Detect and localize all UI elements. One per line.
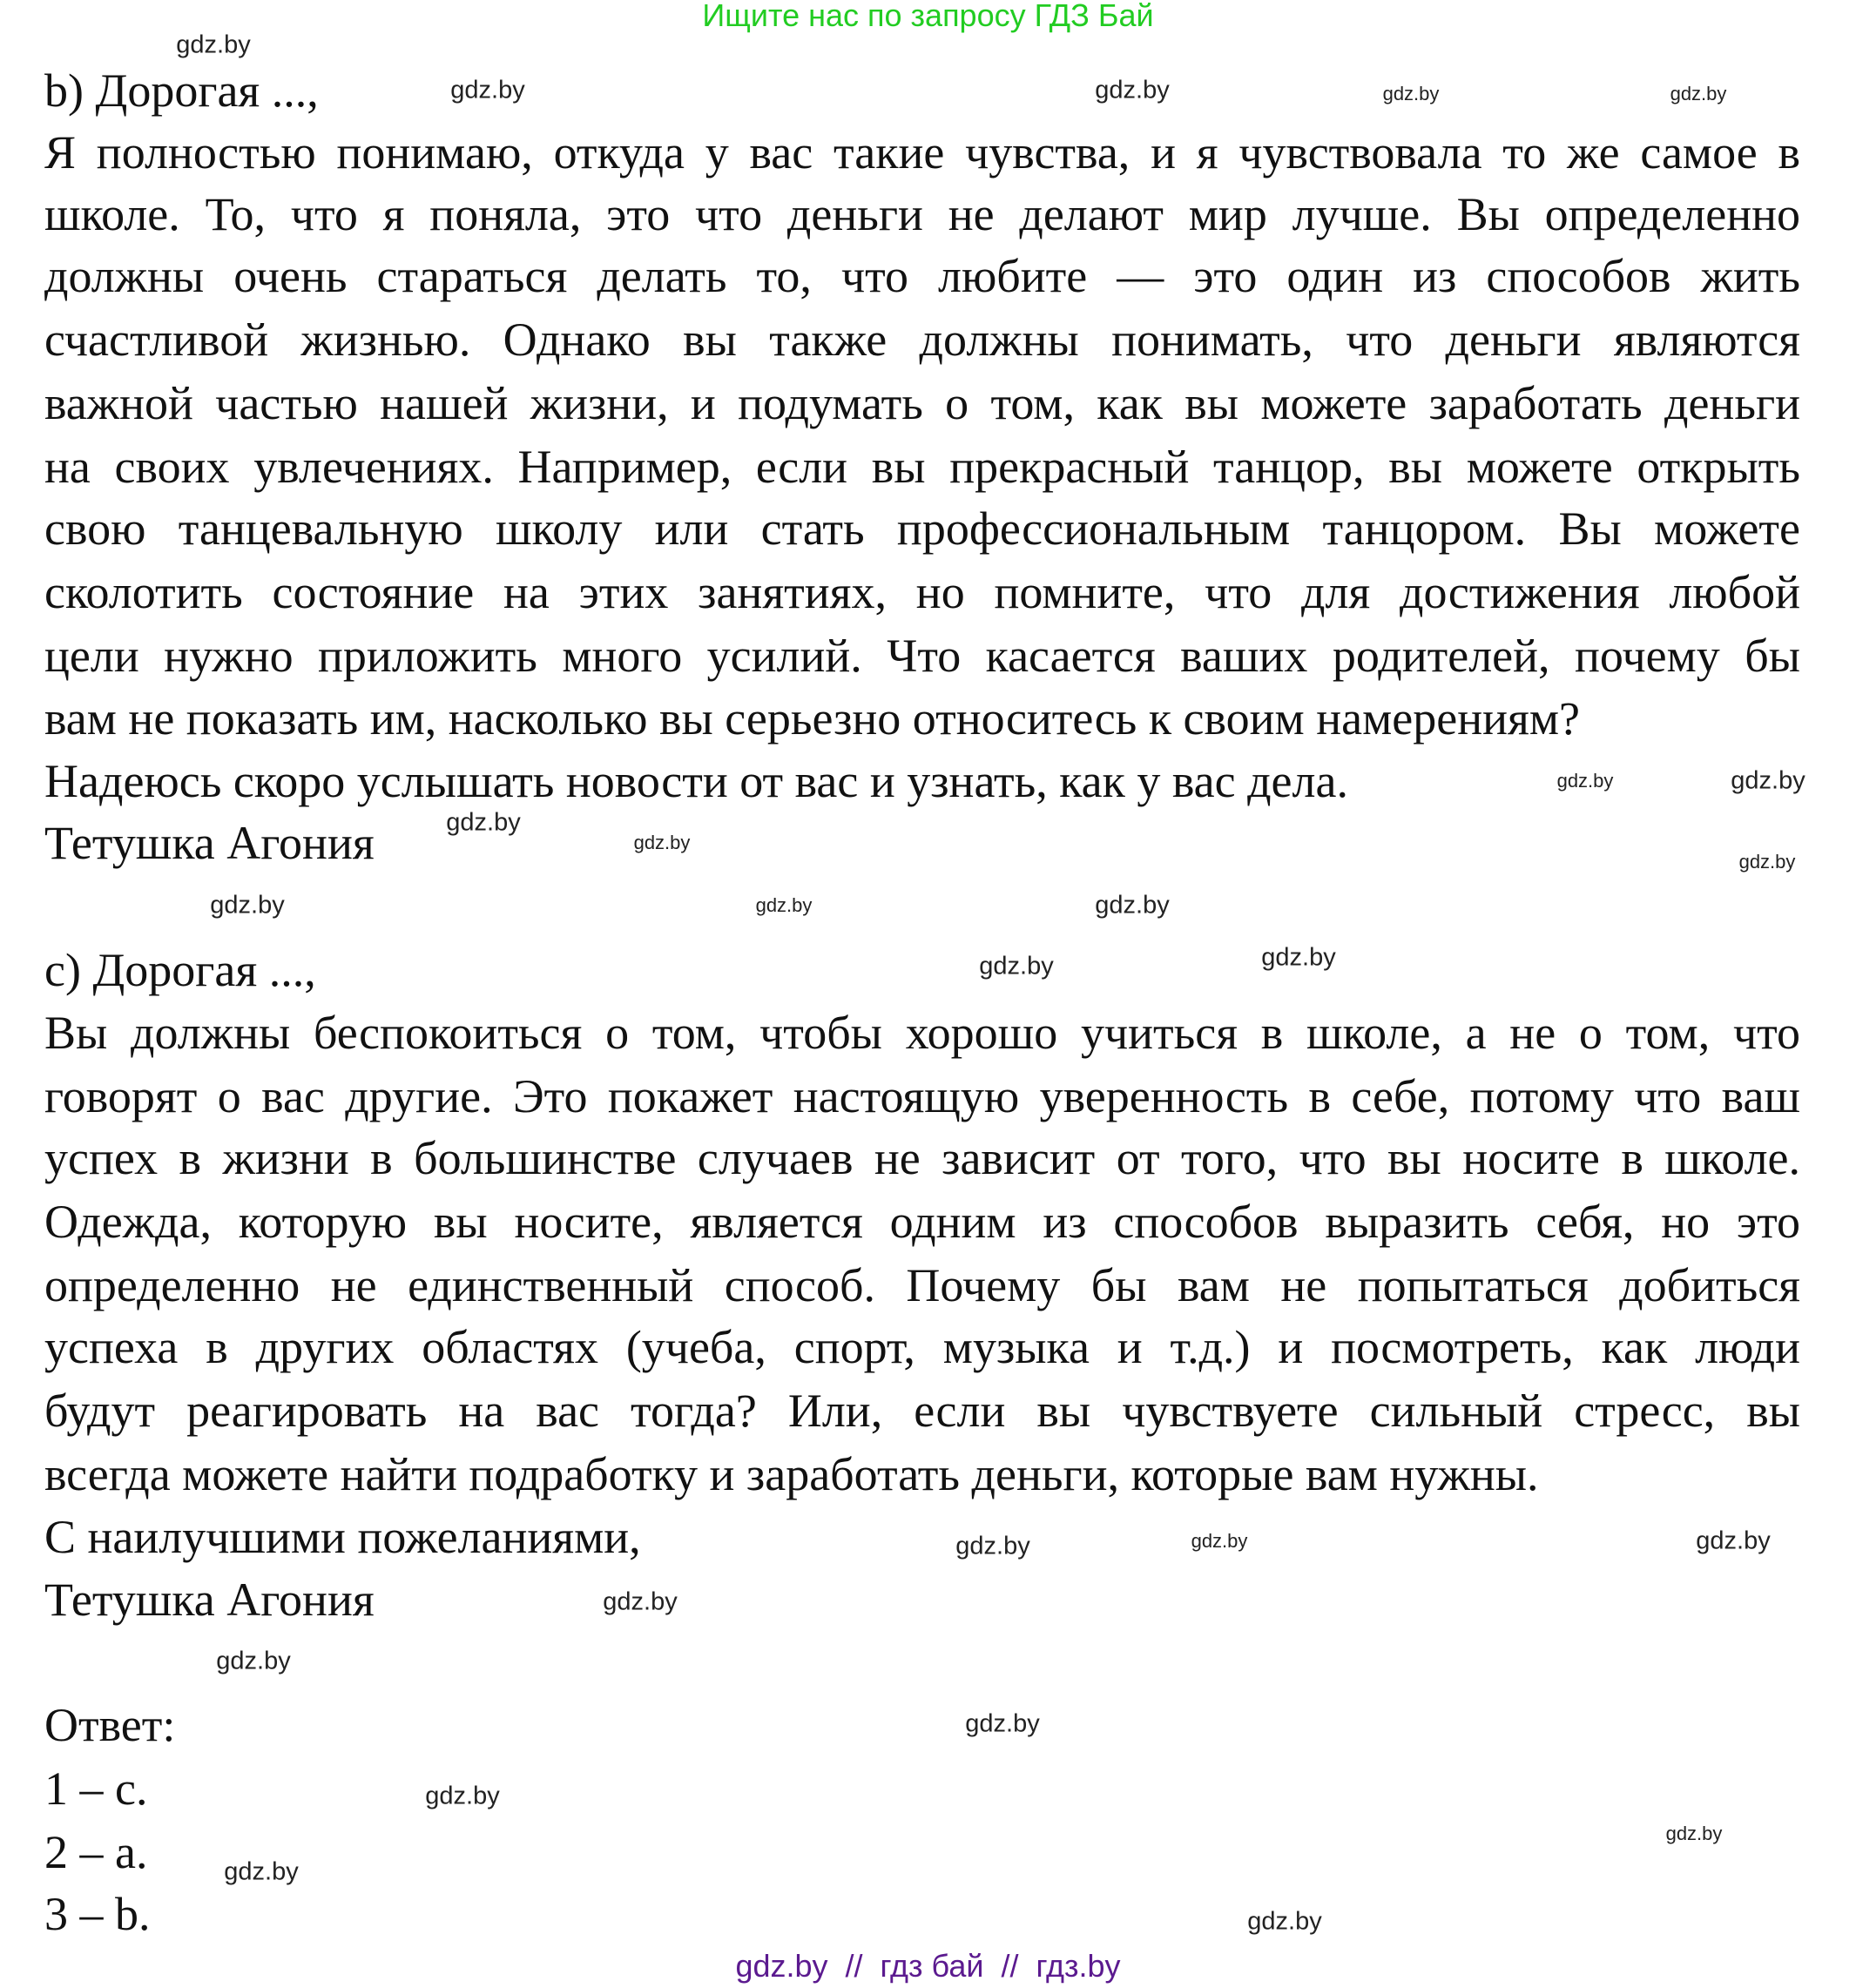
letter-b-greeting: b) Дорогая ..., [44, 64, 319, 117]
watermark: gdz.by [1556, 770, 1614, 792]
watermark: gdz.by [955, 1532, 1030, 1560]
letter-c-line: определенно не единственный способ. Почему бы вам не попытаться добиться [44, 1259, 1800, 1311]
watermark: gdz.by [450, 76, 525, 104]
watermark: gdz.by [603, 1587, 678, 1616]
watermark: gdz.by [979, 952, 1054, 981]
watermark: gdz.by [1665, 1823, 1723, 1844]
letter-c-line: говорят о вас другие. Это покажет настоящую уверенность в себе, потому что ваш [44, 1070, 1800, 1122]
letter-b-line: Я полностью понимаю, откуда у вас такие чувства, и я чувствовала то же самое в [44, 126, 1800, 179]
watermark: gdz.by [446, 808, 521, 837]
watermark: gdz.by [1247, 1907, 1322, 1936]
watermark: gdz.by [224, 1857, 299, 1886]
watermark: gdz.by [1696, 1526, 1771, 1555]
watermark: gdz.by [1261, 943, 1336, 972]
watermark: gdz.by [425, 1782, 500, 1810]
letter-c-line: успех в жизни в большинстве случаев не зависит от того, что вы носите в школе. [44, 1132, 1800, 1184]
watermark: gdz.by [1738, 851, 1796, 873]
watermark: gdz.by [216, 1647, 291, 1675]
letter-b-line: школе. То, что я поняла, это что деньги не делают мир лучше. Вы определенно [44, 188, 1800, 240]
search-banner: Ищите нас по запросу ГДЗ Бай [702, 0, 1154, 33]
answer-item: 2 – a. [44, 1826, 148, 1878]
letter-b-line: вам не показать им, насколько вы серьезно относитесь к своим намерениям? [44, 692, 1580, 745]
letter-b-signature: Тетушка Агония [44, 817, 375, 869]
answer-item: 1 – c. [44, 1762, 148, 1815]
watermark: gdz.by [1382, 83, 1440, 104]
watermark: gdz.by [1731, 766, 1805, 795]
letter-c-greeting: c) Дорогая ..., [44, 944, 316, 996]
letter-c-line: всегда можете найти подработку и заработать деньги, которые вам нужны. [44, 1448, 1539, 1500]
letter-c-line: Вы должны беспокоиться о том, чтобы хорошо учиться в школе, а не о том, что [44, 1007, 1800, 1059]
letter-b-line: на своих увлечениях. Например, если вы прекрасный танцор, вы можете открыть [44, 441, 1800, 493]
letter-c-signature: Тетушка Агония [44, 1574, 375, 1626]
watermark: gdz.by [1670, 83, 1727, 104]
watermark: gdz.by [965, 1709, 1040, 1738]
watermark: gdz.by [1095, 76, 1170, 104]
watermark: gdz.by [1095, 891, 1170, 920]
letter-b-line: важной частью нашей жизни, и подумать о том, как вы можете заработать деньги [44, 377, 1800, 429]
watermark: gdz.by [176, 30, 251, 59]
letter-c-line: успеха в других областях (учеба, спорт, музыка и т.д.) и посмотреть, как люди [44, 1321, 1800, 1373]
answer-item: 3 – b. [44, 1888, 151, 1940]
letter-b-line: цели нужно приложить много усилий. Что касается ваших родителей, почему бы [44, 630, 1800, 682]
watermark: gdz.by [755, 894, 813, 916]
letter-b-line: сколотить состояние на этих занятиях, но помните, что для достижения любой [44, 566, 1800, 618]
watermark: gdz.by [633, 832, 691, 853]
watermark: gdz.by [1191, 1530, 1248, 1552]
watermark: gdz.by [210, 891, 285, 920]
footer-links: gdz.by // гдз бай // гдз.by [735, 1948, 1121, 1984]
letter-c-line: будут реагировать на вас тогда? Или, если вы чувствуете сильный стресс, вы [44, 1385, 1800, 1437]
letter-c-line: Одежда, которую вы носите, является одним из способов выразить себя, но это [44, 1196, 1800, 1248]
letter-c-closing: С наилучшими пожеланиями, [44, 1511, 641, 1563]
letter-b-line: Надеюсь скоро услышать новости от вас и узнать, как у вас дела. [44, 755, 1348, 807]
letter-b-line: счастливой жизнью. Однако вы также должны понимать, что деньги являются [44, 313, 1800, 366]
answer-title: Ответ: [44, 1699, 176, 1751]
letter-b-line: должны очень стараться делать то, что любите — это один из способов жить [44, 250, 1800, 302]
letter-b-line: свою танцевальную школу или стать профессиональным танцором. Вы можете [44, 502, 1800, 555]
